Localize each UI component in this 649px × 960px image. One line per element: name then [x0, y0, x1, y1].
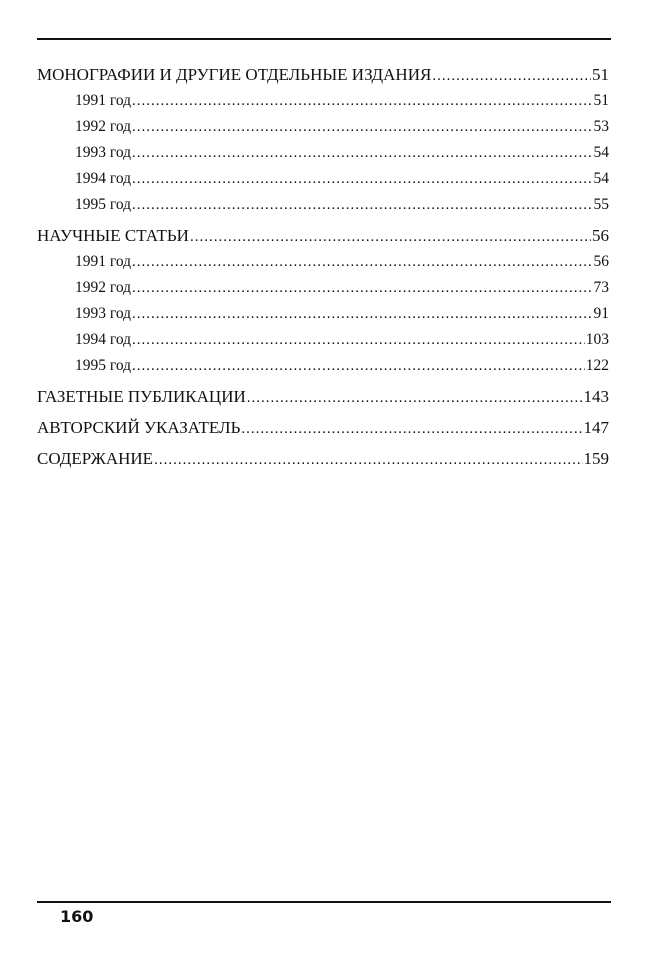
toc-entry-page: 51 — [593, 92, 609, 109]
toc-entry-page: 73 — [593, 279, 609, 296]
toc-leader-dots — [132, 172, 592, 187]
table-of-contents — [37, 62, 609, 472]
toc-entry-articles-1994 — [37, 327, 609, 353]
toc-entry-page: 159 — [583, 449, 609, 468]
toc-entry-monographs-1991 — [37, 88, 609, 114]
toc-leader-dots — [132, 198, 592, 213]
toc-entry-page: 54 — [593, 144, 609, 161]
toc-entry-title: 1991 год — [75, 253, 132, 270]
toc-entry-title: 1993 год — [75, 144, 132, 161]
toc-entry-page: 143 — [583, 387, 609, 406]
toc-entry-title: 1992 год — [75, 118, 132, 135]
toc-leader-dots — [132, 359, 585, 374]
toc-entry-title: СОДЕРЖАНИЕ — [37, 449, 154, 468]
toc-leader-dots — [132, 281, 592, 296]
toc-entry-page: 53 — [593, 118, 609, 135]
toc-entry-title: 1992 год — [75, 279, 132, 296]
toc-leader-dots — [132, 146, 592, 161]
toc-entry-articles-1995 — [37, 353, 609, 379]
toc-entry-page: 55 — [593, 196, 609, 213]
toc-entry-title: 1995 год — [75, 196, 132, 213]
toc-leader-dots — [190, 230, 591, 245]
toc-entry-title: МОНОГРАФИИ И ДРУГИЕ ОТДЕЛЬНЫЕ ИЗДАНИЯ — [37, 65, 432, 84]
toc-entry-page: 147 — [583, 418, 609, 437]
toc-leader-dots — [154, 453, 582, 468]
toc-entry-articles-1992 — [37, 275, 609, 301]
toc-entry-page: 91 — [593, 305, 609, 322]
toc-leader-dots — [132, 255, 592, 270]
toc-entry-monographs — [37, 62, 609, 88]
bottom-rule — [37, 901, 611, 903]
toc-entry-monographs-1992 — [37, 114, 609, 140]
toc-entry-title: ГАЗЕТНЫЕ ПУБЛИКАЦИИ — [37, 387, 246, 406]
toc-leader-dots — [132, 94, 592, 109]
toc-entry-monographs-1995 — [37, 192, 609, 218]
toc-entry-page: 103 — [585, 331, 609, 348]
toc-entry-title: 1994 год — [75, 331, 132, 348]
toc-entry-page: 54 — [593, 170, 609, 187]
toc-entry-page: 56 — [593, 253, 609, 270]
toc-leader-dots — [247, 391, 583, 406]
toc-entry-page: 122 — [585, 357, 609, 374]
toc-entry-title: 1994 год — [75, 170, 132, 187]
toc-leader-dots — [132, 307, 592, 322]
toc-entry-monographs-1994 — [37, 166, 609, 192]
toc-entry-articles-1993 — [37, 301, 609, 327]
toc-entry-title: НАУЧНЫЕ СТАТЬИ — [37, 226, 189, 245]
top-rule — [37, 38, 611, 40]
toc-entry-title: 1993 год — [75, 305, 132, 322]
page-number: 160 — [60, 907, 94, 926]
toc-leader-dots — [132, 120, 592, 135]
toc-entry-author-index — [37, 415, 609, 441]
toc-entry-page: 51 — [592, 65, 609, 84]
toc-entry-contents — [37, 446, 609, 472]
toc-entry-title: АВТОРСКИЙ УКАЗАТЕЛЬ — [37, 418, 241, 437]
toc-entry-newspaper — [37, 384, 609, 410]
toc-entry-monographs-1993 — [37, 140, 609, 166]
toc-entry-articles-1991 — [37, 249, 609, 275]
toc-leader-dots — [132, 333, 585, 348]
toc-entry-articles — [37, 223, 609, 249]
toc-entry-title: 1991 год — [75, 92, 132, 109]
toc-leader-dots — [432, 69, 591, 84]
toc-entry-page: 56 — [592, 226, 609, 245]
toc-entry-title: 1995 год — [75, 357, 132, 374]
toc-leader-dots — [241, 422, 582, 437]
